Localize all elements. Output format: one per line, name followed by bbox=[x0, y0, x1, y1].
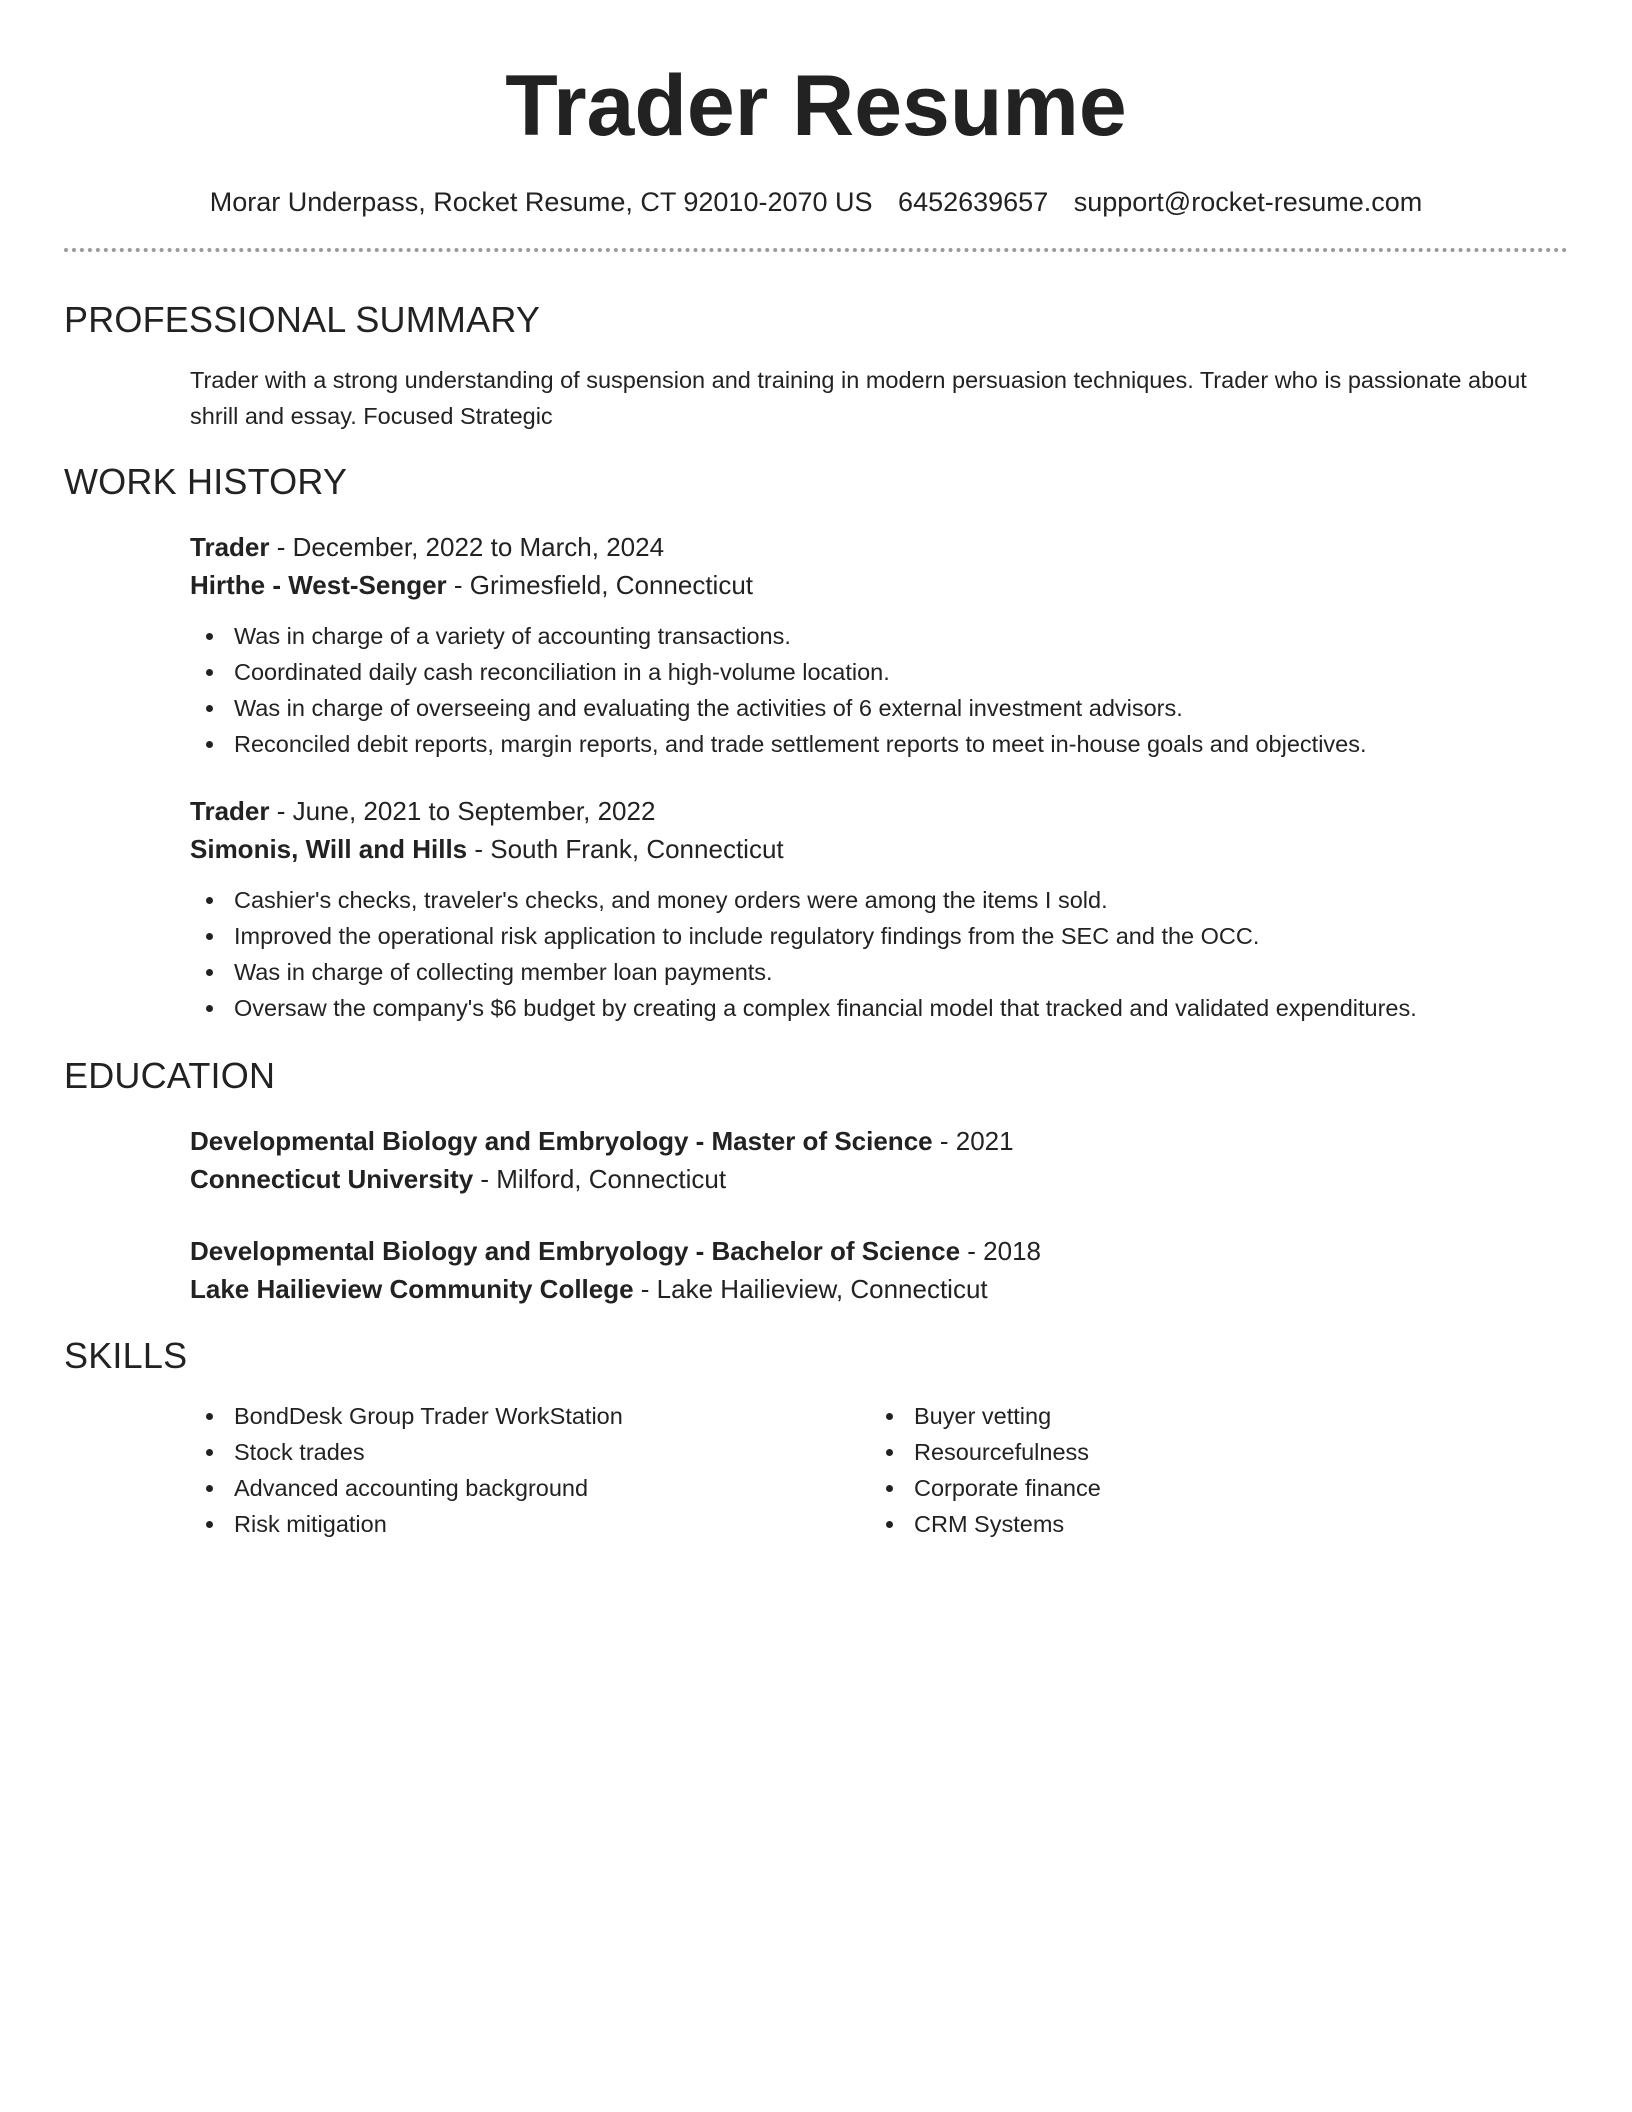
contact-email: support@rocket-resume.com bbox=[1073, 187, 1423, 217]
section-education bbox=[64, 1054, 1568, 1308]
job-company: Hirthe - West-Senger bbox=[190, 570, 447, 600]
section-summary bbox=[64, 298, 1568, 434]
list-item: Reconciled debit reports, margin reports, and trade settlement reports to meet in-house goals and objectives. bbox=[190, 726, 1568, 762]
resume-title: Trader Resume bbox=[505, 58, 1127, 154]
section-heading-skills: SKILLS bbox=[64, 1335, 188, 1376]
list-item: Corporate finance bbox=[870, 1470, 1550, 1506]
list-item: Oversaw the company's $6 budget by creating a complex financial model that tracked and validated expenditures. bbox=[190, 990, 1568, 1026]
education-school: Connecticut University bbox=[190, 1164, 474, 1194]
section-heading-education: EDUCATION bbox=[64, 1055, 276, 1096]
job-bullets bbox=[64, 882, 1568, 1026]
job-location: - Grimesfield, Connecticut bbox=[446, 570, 754, 600]
list-item: Resourcefulness bbox=[870, 1434, 1550, 1470]
skills-column-right bbox=[870, 1398, 1550, 1542]
job-title-line bbox=[190, 528, 1568, 566]
list-item: Stock trades bbox=[190, 1434, 870, 1470]
list-item: Buyer vetting bbox=[870, 1398, 1550, 1434]
job-dates: - June, 2021 to September, 2022 bbox=[269, 796, 656, 826]
skills-grid bbox=[190, 1398, 1568, 1542]
job-location: - South Frank, Connecticut bbox=[467, 834, 784, 864]
list-item: Coordinated daily cash reconciliation in a high-volume location. bbox=[190, 654, 1568, 690]
education-school: Lake Hailieview Community College bbox=[190, 1274, 634, 1304]
job-title-line bbox=[190, 792, 1568, 830]
list-item: Was in charge of overseeing and evaluating the activities of 6 external investment advisors. bbox=[190, 690, 1568, 726]
job-dates: - December, 2022 to March, 2024 bbox=[269, 532, 665, 562]
list-item: Cashier's checks, traveler's checks, and money orders were among the items I sold. bbox=[190, 882, 1568, 918]
list-item: BondDesk Group Trader WorkStation bbox=[190, 1398, 870, 1434]
section-heading-summary: PROFESSIONAL SUMMARY bbox=[64, 299, 541, 340]
education-year: - 2018 bbox=[960, 1236, 1042, 1266]
section-work-history bbox=[64, 460, 1568, 1026]
education-location: - Milford, Connecticut bbox=[473, 1164, 727, 1194]
job-title: Trader bbox=[190, 796, 270, 826]
education-degree-line bbox=[190, 1122, 1568, 1160]
header-divider bbox=[64, 248, 1568, 252]
job-bullets bbox=[64, 618, 1568, 762]
job-entry bbox=[190, 792, 1568, 1026]
contact-address: Morar Underpass, Rocket Resume, CT 92010-2070 US bbox=[209, 187, 873, 217]
list-item: Risk mitigation bbox=[190, 1506, 870, 1542]
job-company-line bbox=[190, 830, 1568, 868]
list-item: Improved the operational risk application to include regulatory findings from the SEC and the OCC. bbox=[190, 918, 1568, 954]
education-school-line bbox=[190, 1270, 1568, 1308]
education-entry bbox=[190, 1122, 1568, 1198]
section-skills bbox=[64, 1334, 1568, 1542]
list-item: CRM Systems bbox=[870, 1506, 1550, 1542]
list-item: Was in charge of a variety of accounting transactions. bbox=[190, 618, 1568, 654]
education-entry bbox=[190, 1232, 1568, 1308]
education-degree: Developmental Biology and Embryology - Master of Science bbox=[190, 1126, 933, 1156]
education-degree-line bbox=[190, 1232, 1568, 1270]
section-heading-work-history: WORK HISTORY bbox=[64, 461, 348, 502]
job-company-line bbox=[190, 566, 1568, 604]
contact-phone: 6452639657 bbox=[898, 187, 1049, 217]
job-company: Simonis, Will and Hills bbox=[190, 834, 468, 864]
education-degree: Developmental Biology and Embryology - Bachelor of Science bbox=[190, 1236, 961, 1266]
list-item: Advanced accounting background bbox=[190, 1470, 870, 1506]
contact-line bbox=[64, 184, 1568, 220]
skills-column-left bbox=[190, 1398, 870, 1542]
job-title: Trader bbox=[190, 532, 270, 562]
education-location: - Lake Hailieview, Connecticut bbox=[633, 1274, 988, 1304]
job-entry bbox=[190, 528, 1568, 762]
list-item: Was in charge of collecting member loan payments. bbox=[190, 954, 1568, 990]
education-year: - 2021 bbox=[932, 1126, 1014, 1156]
education-school-line bbox=[190, 1160, 1568, 1198]
summary-text: Trader with a strong understanding of suspension and training in modern persuasion techniques. Trader who is passionate about shrill and essay. Focused Strategic bbox=[190, 367, 1527, 429]
